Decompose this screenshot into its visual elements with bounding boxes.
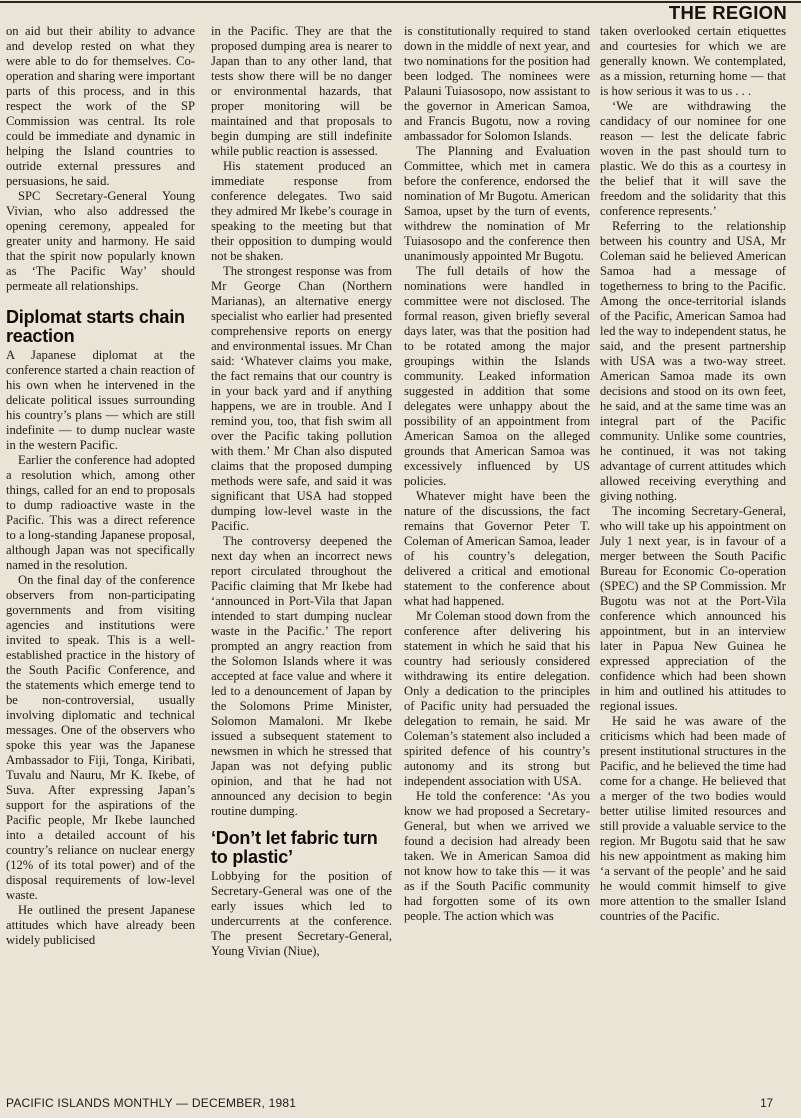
paragraph: The Planning and Evaluation Committee, which met in camera before the conference, endorsed the nomination of Mr Bugotu. American Samoa, upset by the turn of events, withdrew the nomination of Mr Tuiasosopo and the conference then unanimously appointed Mr Bugotu.	[404, 144, 590, 263]
paragraph: Mr Coleman stood down from the conference after delivering his statement in which he said that his country had seriously considered withdrawing its entire delegation. Only a dedication to the principles of Pacific unity had persuaded the delegation to remain, he said. Mr Coleman’s statement also included a spirited defence of his country’s autonomy and its strong but independent association with USA.	[404, 609, 590, 788]
article-column-4	[600, 24, 786, 924]
paragraph: taken overlooked certain etiquettes and courtesies for which we are generally known. We contemplated, as a mission, returning home — that is how serious it was to us . . .	[600, 24, 786, 98]
article-column-3	[404, 24, 590, 924]
paragraph: On the final day of the conference observers from non-participating governments and from visiting agencies and institutions were invited to speak. This is a well-established practice in the history of the South Pacific Conference, and the statements which emerge tend to be non-controversial, usually involving diplomatic and technical messages. One of the observers who spoke this year was the Japanese Ambassador to Fiji, Tonga, Kiribati, Tuvalu and Nauru, Mr K. Ikebe, of Suva. After expressing Japan’s support for the aspirations of the Pacific people, Mr Ikebe launched into a detailed account of his country’s reliance on nuclear energy (12% of its total power) and of the disposal requirements of low-level waste.	[6, 573, 195, 902]
article-column-1	[6, 24, 195, 948]
paragraph: He outlined the present Japanese attitudes which have already been widely publicised	[6, 903, 195, 947]
subheading-fabric: ‘Don’t let fabric turn to plastic’	[211, 828, 378, 867]
paragraph: Whatever might have been the nature of the discussions, the fact remains that Governor Peter T. Coleman of American Samoa, leader of his country’s delegation, delivered a critical and emotional statement to the conference about what had happened.	[404, 489, 590, 608]
subheading-diplomat: Diplomat starts chain reaction	[6, 307, 185, 346]
paragraph: The strongest response was from Mr George Chan (Northern Marianas), an alternative energy specialist who earlier had presented comprehensive reports on energy and environmental issues. Mr Chan said: ‘Whatever claims you make, the fact remains that our country is in your back yard and if anything happens, we are in trouble. And I remind you, too, that fish swim all over the Pacific taking pollution with them.’ Mr Chan also disputed claims that the proposed dumping methods were safe, and said it was significant that USA had stopped dumping low-level waste in the Pacific.	[211, 264, 392, 533]
paragraph: Earlier the conference had adopted a resolution which, among other things, called for an end to proposals to dump radioactive waste in the Pacific. This was a direct reference to a long-standing Japanese proposal, although Japan was not specifically named in the resolution.	[6, 453, 195, 572]
paragraph: Lobbying for the position of Secretary-General was one of the early issues which led to undercurrents at the conference. The present Secretary-General, Young Vivian (Niue),	[211, 869, 392, 958]
article-column-2	[211, 24, 392, 959]
paragraph: SPC Secretary-General Young Vivian, who also addressed the opening ceremony, appealed for greater unity and harmony. He said that the spirit now popularly known as ‘The Pacific Way’ should permeate all relationships.	[6, 189, 195, 293]
paragraph: His statement produced an immediate response from conference delegates. Two said they admired Mr Ikebe’s courage in speaking to the meeting but that their opposition to dumping would not be shaken.	[211, 159, 392, 263]
paragraph: is constitutionally required to stand down in the middle of next year, and two nominations for the position had been lodged. The nominees were Palauni Tuiasosopo, now assistant to the governor in American Samoa, and Francis Bugotu, now a roving ambassador for Solomon Islands.	[404, 24, 590, 143]
paragraph: in the Pacific. They are that the proposed dumping area is nearer to Japan than to any other land, that tests show there will be no danger or environmental hazards, that proper monitoring will be maintained and that proposals to begin dumping are still indefinite while public reaction is assessed.	[211, 24, 392, 158]
paragraph: The controversy deepened the next day when an incorrect news report circulated throughout the Pacific claiming that Mr Ikebe had ‘announced in Port-Vila that Japan intended to start dumping nuclear waste in the Pacific.’ The report prompted an angry reaction from the Solomon Islands where it was accepted at face value and where it led to a denouncement of Japan by the Solomons Prime Minister, Solomon Mamaloni. Mr Ikebe issued a subsequent statement to newsmen in which he stressed that Japan was not defying public opinion, and that he had not announced any decision to begin routine dumping.	[211, 534, 392, 818]
paragraph: Referring to the relationship between his country and USA, Mr Coleman said he believed American Samoa had a message of togetherness to bring to the Pacific. Among the once-territorial islands of the Pacific, American Samoa had led the way to independent status, he said, and the present partnership with USA was a two-way street. American Samoa made its own decisions and stood on its own feet, he said, and at the same time was an integral part of the Pacific community. Unlike some countries, he continued, it was not taking advantage of current attitudes which allowed receiving everything and giving nothing.	[600, 219, 786, 503]
section-title: THE REGION	[668, 2, 787, 23]
page-number: 17	[760, 1098, 773, 1110]
magazine-footer: PACIFIC ISLANDS MONTHLY — DECEMBER, 1981	[6, 1096, 297, 1110]
paragraph: The full details of how the nominations were handled in committee were not disclosed. The formal reason, given briefly several days later, was that the position had to be rotated among the major groupings within the Islands community. Leaked information suggested in addition that some delegates were unhappy about the possibility of an appointment from American Samoa on the alleged grounds that American Samoa was excessively influenced by US policies.	[404, 264, 590, 488]
paragraph: on aid but their ability to advance and develop rested on what they were able to do for themselves. Co-operation and sharing were important parts of this process, and in this respect the work of the SP Commission was central. Its role could be immediate and dynamic in helping the Island countries to outride external pressures and persuasions, he said.	[6, 24, 195, 188]
paragraph: A Japanese diplomat at the conference started a chain reaction of his own when he intervened in the delicate political issues surrounding his country’s plans — which are still indefinite — to dump nuclear waste in the western Pacific.	[6, 348, 195, 452]
paragraph: He said he was aware of the criticisms which had been made of present institutional structures in the Pacific, and he believed the time had come for a change. He believed that a merger of the two bodies would better utilise limited resources and still provide a valuable service to the region. Mr Bugotu said that he saw his new appointment as making him ‘a servant of the people’ and he said he would commit himself to give more attention to the smaller Island countries of the Pacific.	[600, 714, 786, 923]
paragraph: He told the conference: ‘As you know we had proposed a Secretary-General, but when we arrived we found a decision had already been taken. We in American Samoa did not know how to take this — it was as if the South Pacific community had forgotten some of its own people. The action which was	[404, 789, 590, 923]
paragraph: ‘We are withdrawing the candidacy of our nominee for one reason — lest the delicate fabric woven in the past should turn to plastic. We do this as a courtesy in the belief that it will save the freedom and the solidarity that this conference represents.’	[600, 99, 786, 218]
paragraph: The incoming Secretary-General, who will take up his appointment on July 1 next year, is in favour of a merger between the South Pacific Bureau for Economic Co-operation (SPEC) and the SP Commission. Mr Bugotu was not at the Port-Vila conference which announced his appointment, but in an interview later in Papua New Guinea he expressed appreciation of the confidence which had been shown in him and outlined his attitudes to regional issues.	[600, 504, 786, 713]
